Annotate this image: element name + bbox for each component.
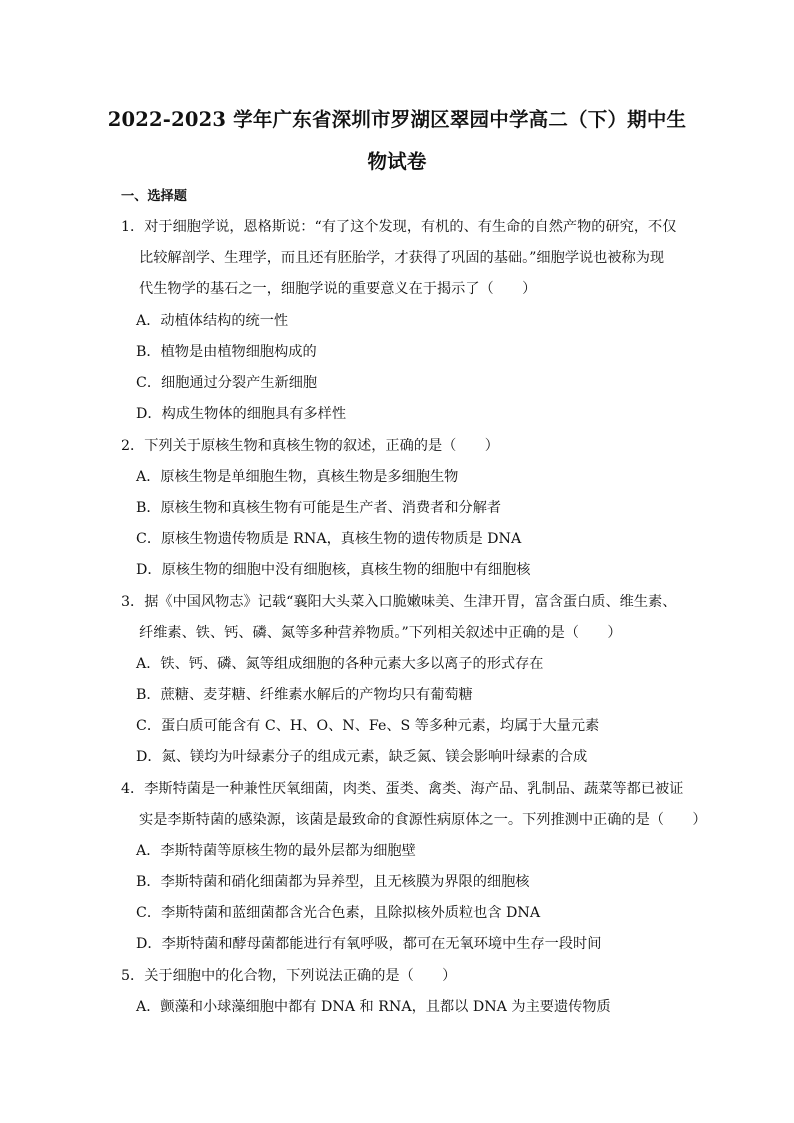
question-1-option-c: C．细胞通过分裂产生新细胞 <box>136 375 318 391</box>
section-heading: 一、选择题 <box>121 189 187 204</box>
question-4-line-1: 4．李斯特菌是一种兼性厌氧细菌，肉类、蛋类、禽类、海产品、乳制品、蔬菜等都已被证 <box>121 781 684 797</box>
page-title-line-1: 2022-2023 学年广东省深圳市罗湖区翠园中学高二（下）期中生 <box>107 108 687 131</box>
question-4-option-c: C．李斯特菌和蓝细菌都含光合色素，且除拟核外质粒也含 DNA <box>136 905 541 921</box>
question-3-option-d: D．氮、镁均为叶绿素分子的组成元素，缺乏氮、镁会影响叶绿素的合成 <box>136 749 588 765</box>
question-4-option-d: D．李斯特菌和酵母菌都能进行有氧呼吸，都可在无氧环境中生存一段时间 <box>136 936 602 952</box>
question-3-line-2: 纤维素、铁、钙、磷、氮等多种营养物质。”下列相关叙述中正确的是（ ） <box>139 625 622 641</box>
question-5-option-a: A．颤藻和小球藻细胞中都有 DNA 和 RNA，且都以 DNA 为主要遗传物质 <box>136 999 611 1015</box>
question-3-option-c: C．蛋白质可能含有 C、H、O、N、Fe、S 等多种元素，均属于大量元素 <box>136 718 600 734</box>
question-1-option-b: B．植物是由植物细胞构成的 <box>136 344 317 360</box>
question-1-line-2: 比较解剖学、生理学，而且还有胚胎学，才获得了巩固的基础。”细胞学说也被称为现 <box>139 250 665 266</box>
question-1-option-d: D．构成生物体的细胞具有多样性 <box>136 406 347 422</box>
question-3-option-a: A．铁、钙、磷、氮等组成细胞的各种元素大多以离子的形式存在 <box>136 656 544 672</box>
question-2-option-b: B．原核生物和真核生物有可能是生产者、消费者和分解者 <box>136 500 502 516</box>
question-3-line-1: 3．据《中国风物志》记载“襄阳大头菜入口脆嫩味美、生津开胃，富含蛋白质、维生素、 <box>121 594 677 610</box>
question-2-option-c: C．原核生物遗传物质是 RNA，真核生物的遗传物质是 DNA <box>136 531 522 547</box>
question-1-line-3: 代生物学的基石之一，细胞学说的重要意义在于揭示了（ ） <box>139 281 537 297</box>
question-5-line-1: 5．关于细胞中的化合物，下列说法正确的是（ ） <box>121 968 457 984</box>
question-2-option-a: A．原核生物是单细胞生物，真核生物是多细胞生物 <box>136 469 459 485</box>
question-4-option-a: A．李斯特菌等原核生物的最外层都为细胞壁 <box>136 843 416 859</box>
question-2-line-1: 2．下列关于原核生物和真核生物的叙述，正确的是（ ） <box>121 438 499 454</box>
question-2-option-d: D．原核生物的细胞中没有细胞核，真核生物的细胞中有细胞核 <box>136 562 531 578</box>
question-3-option-b: B．蔗糖、麦芽糖、纤维素水解后的产物均只有葡萄糖 <box>136 687 473 703</box>
question-4-line-2: 实是李斯特菌的感染源，该菌是最致命的食源性病原体之一。下列推测中正确的是（ ） <box>139 812 707 828</box>
question-4-option-b: B．李斯特菌和硝化细菌都为异养型，且无核膜为界限的细胞核 <box>136 874 530 890</box>
question-1-line-1: 1．对于细胞学说，恩格斯说：“有了这个发现，有机的、有生命的自然产物的研究，不仅 <box>121 219 677 235</box>
question-1-option-a: A．动植体结构的统一性 <box>136 313 289 329</box>
page-title-line-2: 物试卷 <box>367 150 427 173</box>
